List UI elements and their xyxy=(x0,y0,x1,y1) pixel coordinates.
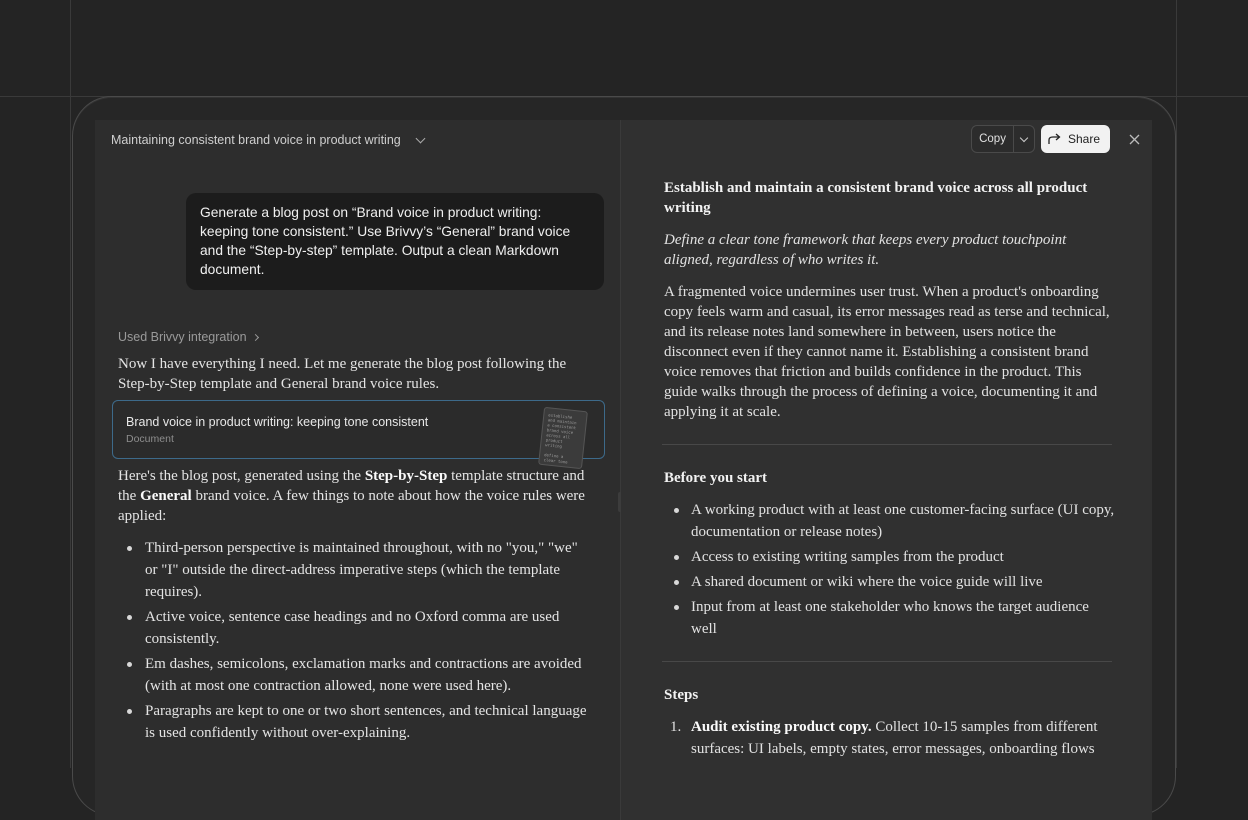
assistant-intro: Now I have everything I need. Let me generate the blog post following the Step-by-Step template and General brand voice rules. xyxy=(118,356,567,392)
list-item: Paragraphs are kept to one or two short sentences, and technical language is used confidently without over-explaining. xyxy=(118,700,588,744)
document-toolbar xyxy=(971,125,1152,153)
step-text: Collect 10-15 samples from different surfaces: UI labels, empty states, error messages, onboarding flows xyxy=(691,719,1098,757)
section-heading: Before you start xyxy=(664,470,768,486)
section-divider xyxy=(662,661,1112,662)
copy-options-button[interactable] xyxy=(1013,126,1034,152)
document-content xyxy=(664,178,1116,760)
step-number: 1. xyxy=(670,719,682,735)
document-paragraph: A fragmented voice undermines user trust. When a product's onboarding copy feels warm and casual, its error messages read as terse and technical, and its release notes land somewhere in between, users notice the disconnect even if they cannot name it. Establishing a consistent brand voice removes that friction and builds confidence in the product. This guide walks through the process of defining a voice, documenting it and applying it at scale. xyxy=(664,284,1110,420)
chevron-down-icon xyxy=(1020,133,1028,141)
share-button[interactable] xyxy=(1041,125,1110,153)
copy-button[interactable]: Copy xyxy=(979,133,1006,145)
summary-text: template structure and the xyxy=(118,468,585,504)
section-heading: Steps xyxy=(664,687,699,703)
chevron-right-icon xyxy=(251,333,258,340)
share-icon xyxy=(1048,133,1062,145)
step-title: Audit existing product copy. xyxy=(691,719,872,735)
section-divider xyxy=(662,444,1112,445)
app-window xyxy=(95,120,1152,820)
document-card-title: Brand voice in product writing: keeping tone consistent xyxy=(126,415,429,429)
integration-label: Used Brivvy integration xyxy=(118,330,247,344)
voice-name: General xyxy=(140,488,192,504)
prerequisites-list xyxy=(664,499,1116,640)
voice-rules-list xyxy=(118,537,588,747)
document-card[interactable] xyxy=(112,400,605,465)
list-item xyxy=(664,716,1116,760)
chat-panel xyxy=(95,120,620,820)
list-item: A shared document or wiki where the voice guide will live xyxy=(664,571,1116,593)
copy-button-group xyxy=(971,125,1035,153)
list-item: Em dashes, semicolons, exclamation marks and contractions are avoided (with at most one contraction allowed, none were used here). xyxy=(118,653,588,697)
steps-list xyxy=(664,716,1116,760)
document-lede: Define a clear tone framework that keeps every product touchpoint aligned, regardless of who writes it. xyxy=(664,232,1067,268)
list-item: Input from at least one stakeholder who knows the target audience well xyxy=(664,596,1116,640)
document-thumbnail: establishe and maintain a consistent brand voice across all product writing define a clear tone xyxy=(538,407,588,469)
close-icon xyxy=(1129,134,1140,145)
close-button[interactable] xyxy=(1120,125,1148,153)
guide-line-left xyxy=(70,0,71,768)
document-heading: Establish and maintain a consistent brand voice across all product writing xyxy=(664,180,1088,216)
assistant-summary xyxy=(118,466,588,526)
share-label: Share xyxy=(1067,132,1100,146)
user-message: Generate a blog post on “Brand voice in product writing: keeping tone consistent.” Use Brivvy’s “General” brand voice and the “Step-by-step” template. Output a clean Markdown document. xyxy=(186,193,604,290)
list-item: Access to existing writing samples from the product xyxy=(664,546,1116,568)
integration-toggle[interactable] xyxy=(118,330,258,344)
guide-line-right xyxy=(1176,0,1177,768)
summary-text: Here's the blog post, generated using the xyxy=(118,468,365,484)
document-card-type: Document xyxy=(126,433,174,445)
list-item: Third-person perspective is maintained throughout, with no "you," "we" or "I" outside the direct-address imperative steps (which the template requires). xyxy=(118,537,588,603)
summary-text: brand voice. A few things to note about how the voice rules were applied: xyxy=(118,488,585,524)
conversation-title: Maintaining consistent brand voice in product writing xyxy=(111,133,401,147)
list-item: Active voice, sentence case headings and no Oxford comma are used consistently. xyxy=(118,606,588,650)
template-name: Step-by-Step xyxy=(364,468,448,484)
list-item: A working product with at least one customer-facing surface (UI copy, documentation or release notes) xyxy=(664,499,1116,543)
conversation-title-button[interactable] xyxy=(111,131,424,149)
chevron-down-icon xyxy=(415,133,425,143)
document-panel xyxy=(621,120,1152,820)
